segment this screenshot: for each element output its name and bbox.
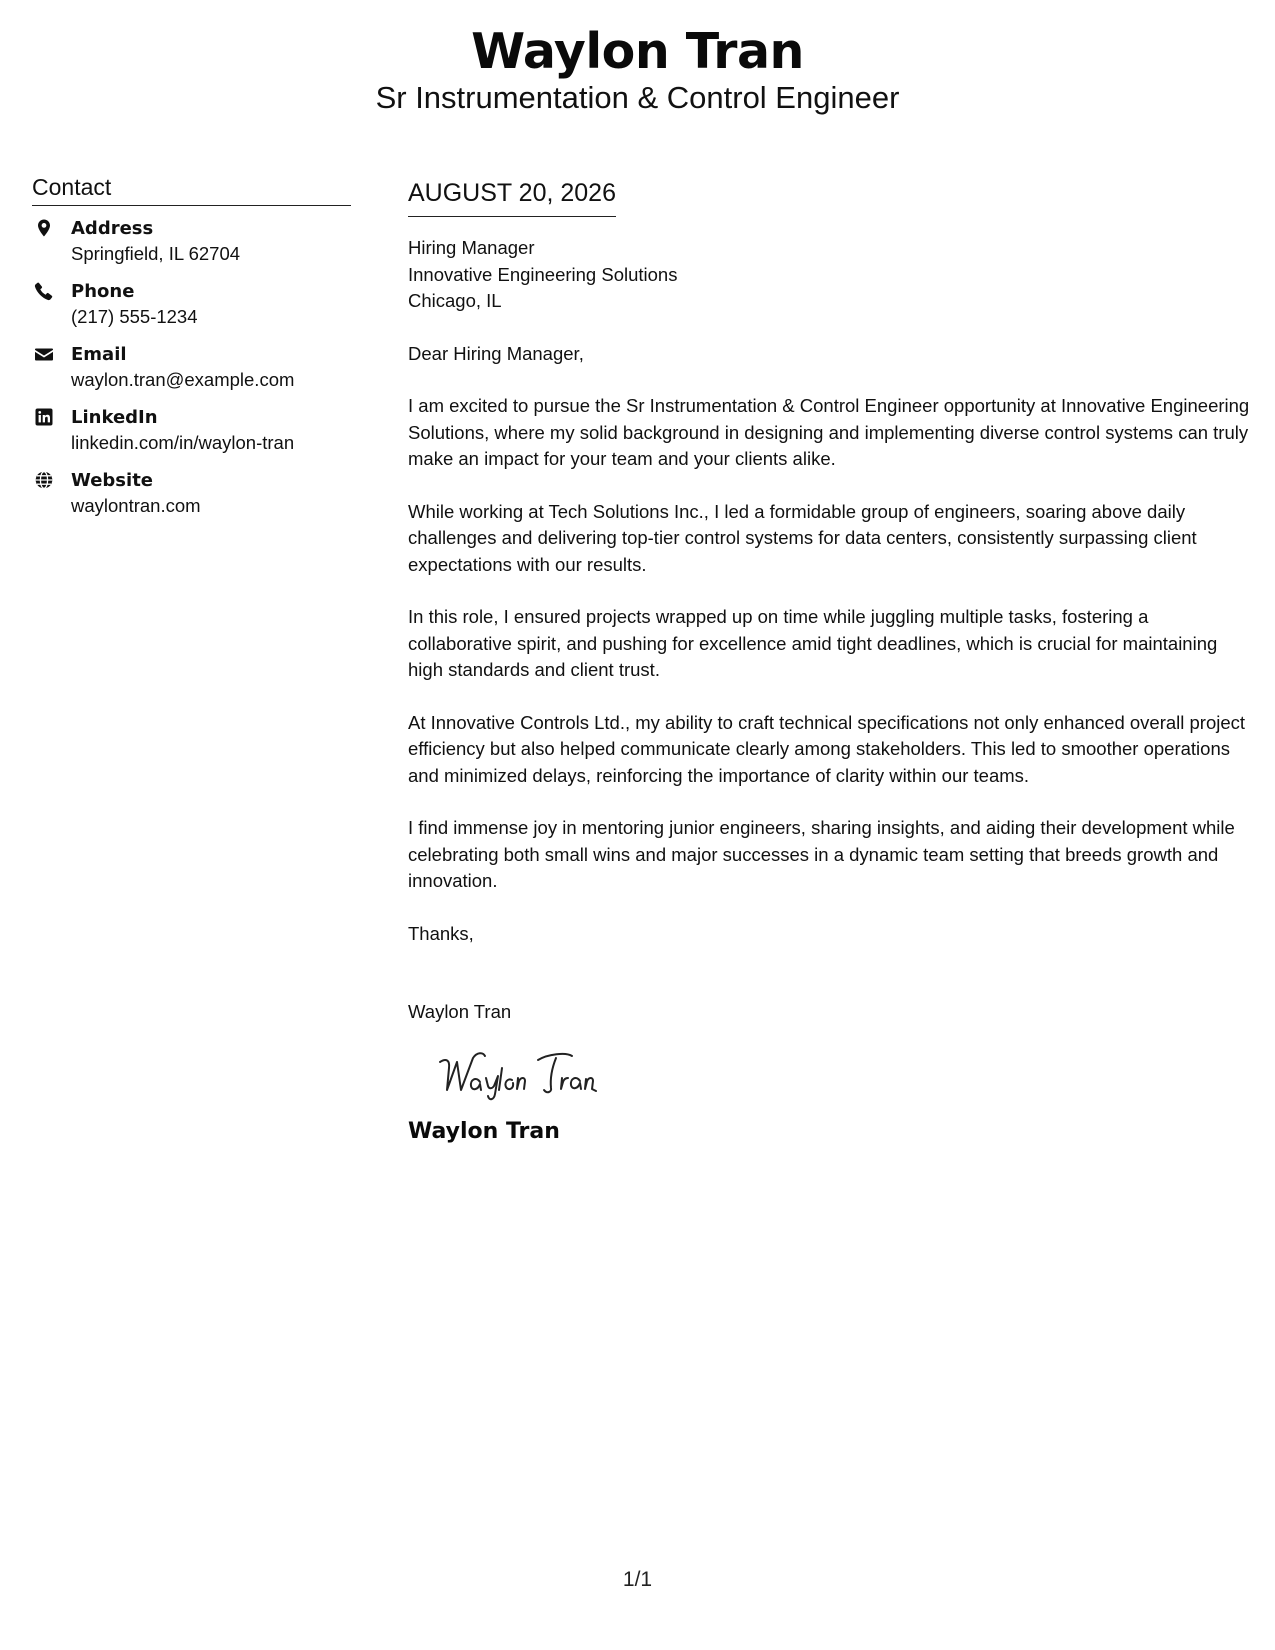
envelope-icon <box>34 344 54 364</box>
body-paragraph: I am excited to pursue the Sr Instrumentation & Control Engineer opportunity at Innovative Engineering Solutions, where my solid background in designing and implementing diverse control systems can truly make an impact for your team and your clients alike. <box>408 395 1250 469</box>
contact-label-email: Email <box>71 344 127 365</box>
recipient-name: Hiring Manager <box>408 237 535 258</box>
contact-item-website <box>32 468 351 531</box>
contact-value-email: waylon.tran@example.com <box>71 369 295 390</box>
applicant-name: Waylon Tran <box>471 23 804 80</box>
linkedin-icon <box>34 407 54 427</box>
contact-label-linkedin: LinkedIn <box>71 407 158 428</box>
globe-icon <box>34 470 54 490</box>
contact-list <box>32 216 351 531</box>
signed-name: Waylon Tran <box>408 1118 560 1144</box>
closing: Thanks, <box>408 922 474 944</box>
contact-label-phone: Phone <box>71 281 135 302</box>
contact-value-website: waylontran.com <box>71 495 201 516</box>
salutation: Dear Hiring Manager, <box>408 342 584 364</box>
contact-item-address <box>32 216 351 279</box>
body-paragraph: In this role, I ensured projects wrapped up on time while juggling multiple tasks, fostering a collaborative spirit, and pushing for excellence amid tight deadlines, which is crucial for maintaining high standards and client trust. <box>408 606 1218 680</box>
map-pin-icon <box>34 218 54 238</box>
letter-header <box>0 22 1275 116</box>
handwritten-signature <box>434 1048 644 1104</box>
letter-body <box>408 176 1253 1146</box>
contact-item-phone <box>32 279 351 342</box>
applicant-job-title: Sr Instrumentation & Control Engineer <box>375 80 900 115</box>
body-paragraph: I find immense joy in mentoring junior engineers, sharing insights, and aiding their development while celebrating both small wins and major successes in a dynamic team setting that breeds growth and innovation. <box>408 817 1235 891</box>
body-paragraph: At Innovative Controls Ltd., my ability to craft technical specifications not only enhanced overall project efficiency but also helped communicate clearly among stakeholders. This led to smoother operations and minimized delays, reinforcing the importance of clarity within our teams. <box>408 711 1246 786</box>
letter-date: AUGUST 20, 2026 <box>408 176 616 217</box>
contact-item-linkedin <box>32 405 351 468</box>
contact-value-linkedin: linkedin.com/in/waylon-tran <box>71 432 295 453</box>
contact-item-email <box>32 342 351 405</box>
contact-sidebar <box>32 172 351 531</box>
contact-value-phone: (217) 555-1234 <box>71 306 198 327</box>
phone-icon <box>34 281 54 301</box>
contact-label-website: Website <box>71 470 154 491</box>
page-number: 1/1 <box>622 1568 653 1591</box>
signer-name: Waylon Tran <box>408 1001 512 1022</box>
contact-heading: Contact <box>32 172 351 206</box>
body-paragraph: While working at Tech Solutions Inc., I led a formidable group of engineers, soaring above daily challenges and delivering top-tier control systems for data centers, consistently surpassing client expectations with our results. <box>408 500 1197 575</box>
recipient-company: Innovative Engineering Solutions <box>408 263 678 285</box>
recipient-block <box>408 235 1253 315</box>
recipient-location: Chicago, IL <box>408 290 502 311</box>
contact-value-address: Springfield, IL 62704 <box>71 243 241 264</box>
contact-label-address: Address <box>71 218 154 239</box>
